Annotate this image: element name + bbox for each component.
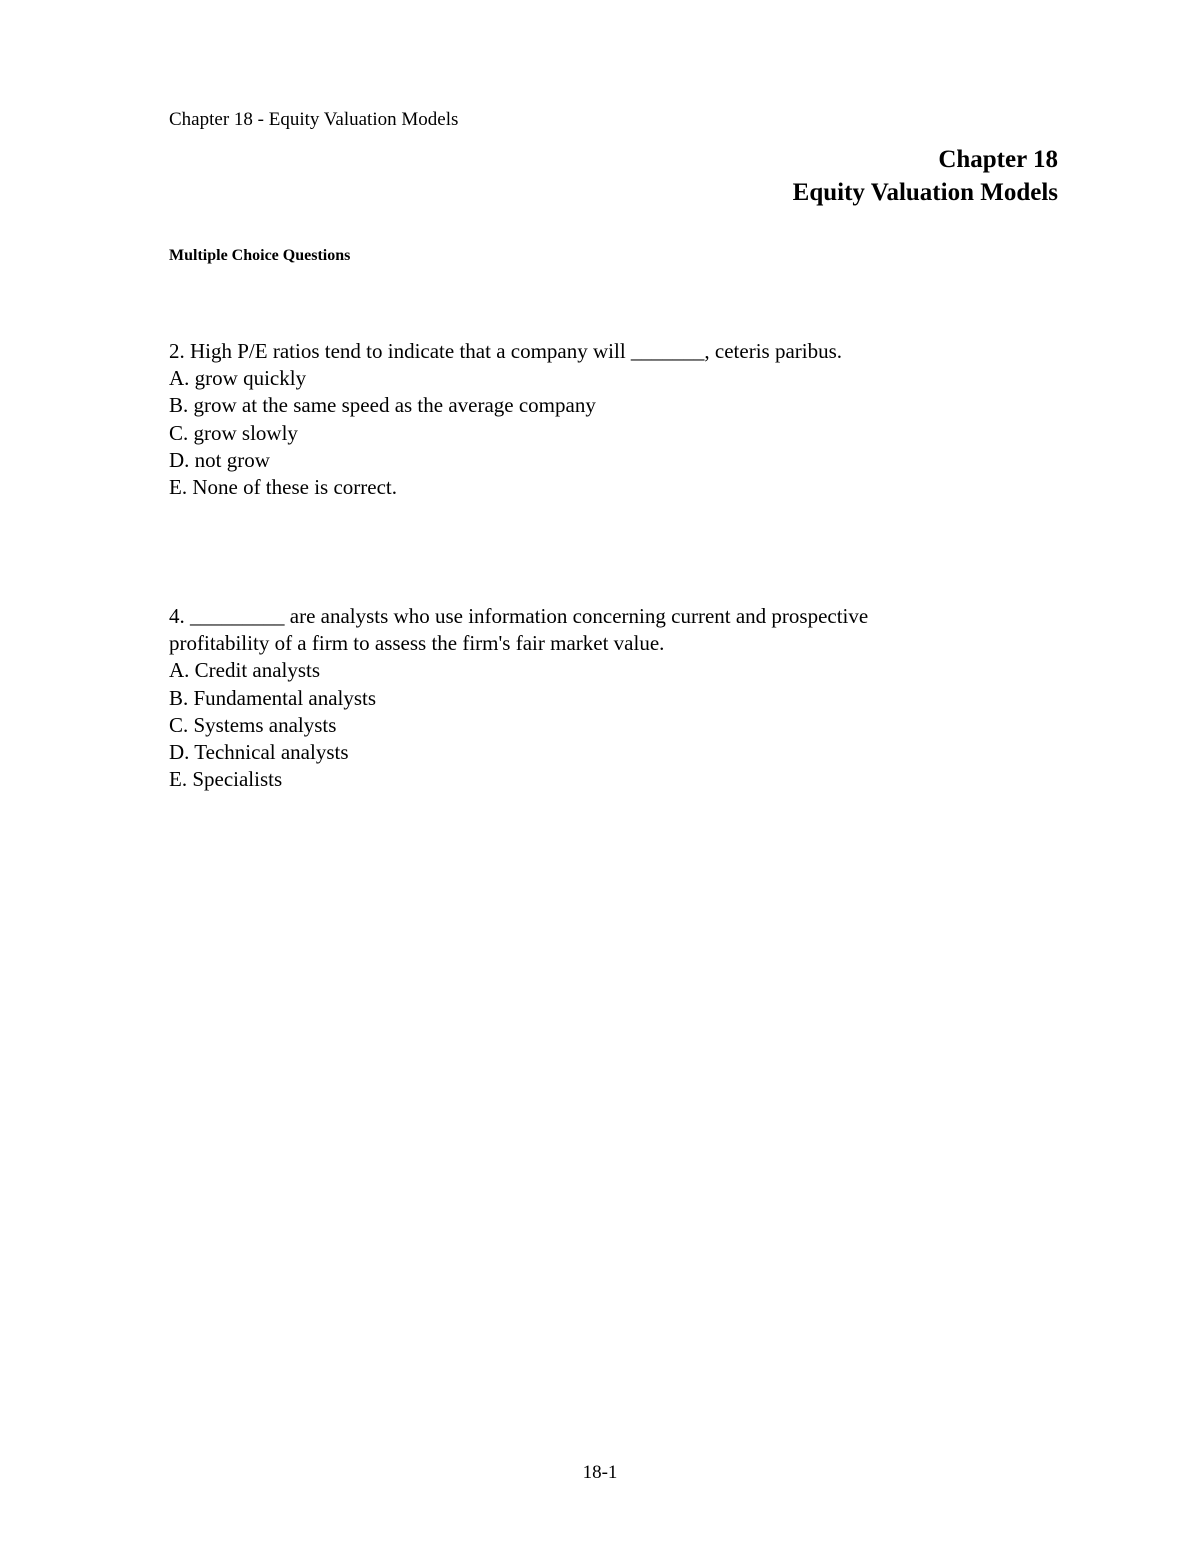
question-stem-continued: profitability of a firm to assess the firm's fair market value. xyxy=(169,631,665,656)
question-2 xyxy=(169,338,1049,501)
answer-option-b: B. grow at the same speed as the average company xyxy=(169,393,596,418)
answer-option-b: B. Fundamental analysts xyxy=(169,685,377,710)
section-heading: Multiple Choice Questions xyxy=(169,247,351,264)
chapter-number: Chapter 18 xyxy=(938,146,1058,173)
answer-option-d: D. Technical analysts xyxy=(169,740,349,765)
question-stem: 2. High P/E ratios tend to indicate that a company will _______, ceteris paribus. xyxy=(169,339,843,363)
chapter-name: Equity Valuation Models xyxy=(792,179,1058,206)
answer-option-c: C. Systems analysts xyxy=(169,712,337,737)
answer-option-a: A. Credit analysts xyxy=(169,658,321,683)
question-stem: 4. _________ are analysts who use information concerning current and prospective xyxy=(169,604,869,628)
answer-option-a: A. grow quickly xyxy=(169,366,307,391)
question-4 xyxy=(169,603,1049,793)
running-header: Chapter 18 - Equity Valuation Models xyxy=(169,109,459,130)
answer-option-d: D. not grow xyxy=(169,447,270,472)
chapter-title-block xyxy=(793,143,1058,209)
answer-option-e: E. None of these is correct. xyxy=(169,475,397,500)
page-number: 18-1 xyxy=(582,1462,618,1483)
answer-option-c: C. grow slowly xyxy=(169,420,298,445)
answer-option-e: E. Specialists xyxy=(169,767,283,792)
